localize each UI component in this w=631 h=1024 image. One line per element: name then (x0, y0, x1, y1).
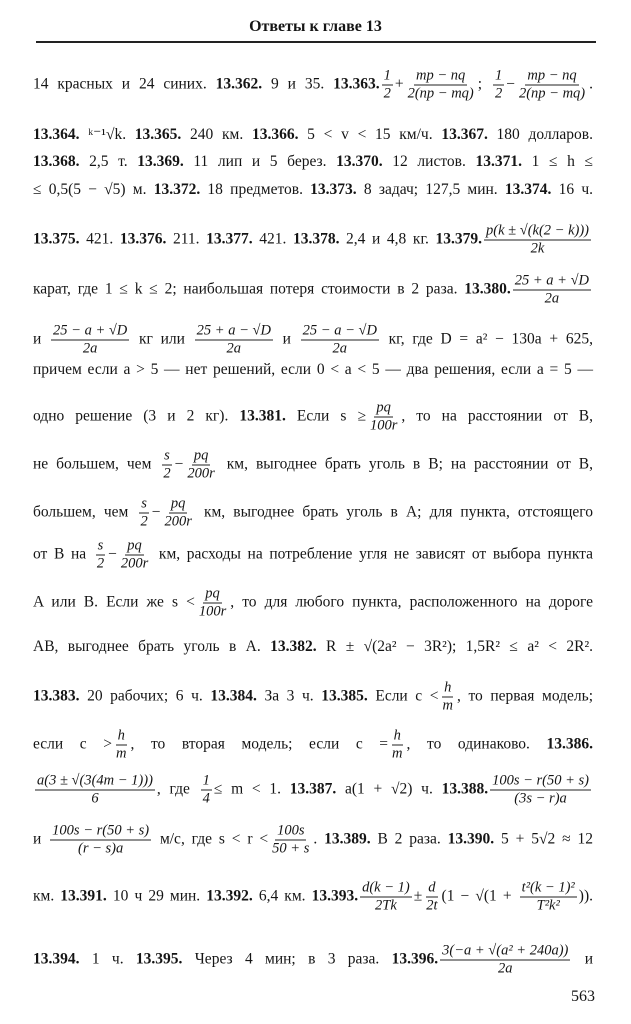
fraction (119, 538, 150, 573)
answer-text: ≤ m < 1. (213, 780, 290, 798)
problem-number: 13.390. (447, 830, 495, 848)
answer-text: км. (33, 887, 61, 905)
fraction-denominator: 200r (187, 465, 215, 482)
answer-text: если c > (33, 735, 112, 753)
problem-number: 13.364. (33, 126, 80, 143)
fraction-numerator: s (141, 495, 147, 512)
problem-number: 13.381. (239, 407, 286, 425)
fraction (51, 323, 129, 358)
answer-text: км, расходы на потребление угля не зависят от выбора пункта (152, 545, 593, 563)
fraction-denominator: 2 (140, 513, 148, 530)
fraction (424, 880, 439, 915)
fraction-denominator: (3s − r)a (514, 790, 567, 807)
answer-text: 18 предметов. (200, 181, 311, 198)
fraction-denominator: (r − s)a (78, 840, 124, 857)
fraction-numerator: pq (376, 399, 391, 416)
answer-text: ; (477, 75, 491, 93)
answer-text: карат, где 1 ≤ k ≤ 2; наибольшая потеря стоимости в 2 раза. (33, 280, 465, 298)
answer-text: a(1 + √2) ч. (336, 780, 442, 798)
answer-text: от B на (33, 545, 93, 563)
problem-number: 13.363. (333, 75, 380, 93)
answer-text: A или B. Если же s < (33, 593, 195, 611)
answer-text: + (394, 75, 404, 93)
fraction (201, 773, 212, 808)
text-line (33, 680, 593, 715)
fraction-numerator: 1 (494, 67, 503, 84)
answer-text: − (506, 75, 515, 93)
fraction-denominator: 4 (202, 790, 210, 807)
fraction (35, 773, 155, 808)
fraction-denominator: 2a (544, 290, 560, 307)
fraction (162, 496, 193, 531)
fraction-numerator: t²(k − 1)² (521, 879, 575, 896)
fraction (406, 68, 476, 103)
answer-text: . (589, 75, 594, 93)
fraction-numerator: s (164, 447, 170, 464)
answer-text: , то вторая модель; если c = (130, 735, 389, 753)
text-line (33, 880, 593, 915)
problem-number: 13.379. (435, 230, 483, 248)
fraction-denominator: 2 (163, 465, 171, 482)
answer-text: кг или (131, 330, 193, 348)
fraction-numerator: h (444, 679, 452, 696)
answer-text: ± (413, 887, 423, 905)
fraction (484, 223, 591, 258)
text-line (33, 125, 593, 145)
fraction-numerator: h (117, 727, 125, 744)
fraction (440, 943, 570, 978)
fraction-numerator: d (428, 879, 436, 896)
fraction-numerator: 25 − a + √D (53, 322, 128, 339)
problem-number: 13.371. (475, 153, 522, 170)
fraction (493, 68, 504, 103)
fraction-denominator: 200r (120, 555, 149, 572)
fraction-denominator: 2a (226, 340, 242, 357)
text-line (33, 323, 593, 358)
problem-number: 13.373. (310, 181, 357, 198)
answer-text: 10 ч 29 мин. (106, 887, 207, 905)
fraction-denominator: 2Tk (375, 897, 397, 914)
problem-number: 13.393. (311, 887, 359, 905)
answer-text: 421. (252, 230, 293, 248)
fraction-numerator: 1 (383, 67, 391, 84)
answer-text: 2,5 т. (79, 153, 138, 170)
answer-text: большем, чем (33, 503, 137, 521)
answer-text: , то первая модель; (457, 687, 593, 705)
fraction-denominator: m (116, 745, 127, 762)
problem-number: 13.362. (215, 75, 263, 93)
text-line (33, 773, 593, 808)
text-line (33, 496, 593, 531)
page-number: 563 (571, 988, 595, 1005)
problem-number: 13.396. (391, 950, 439, 968)
fraction (368, 400, 399, 435)
fraction (490, 773, 591, 808)
problem-number: 13.385. (321, 687, 368, 705)
fraction (390, 728, 404, 763)
fraction (161, 448, 172, 483)
answer-text: и (33, 830, 49, 848)
fraction-denominator: 2t (426, 897, 438, 914)
fraction-numerator: 3(−a + √(a² + 240a)) (442, 942, 569, 959)
problem-number: 13.366. (251, 126, 299, 143)
answer-text: За 3 ч. (256, 687, 322, 705)
fraction-numerator: 25 − a − √D (302, 322, 377, 339)
text-line (33, 586, 593, 621)
fraction-denominator: 2(np − mq) (518, 85, 586, 102)
problem-number: 13.376. (119, 230, 167, 248)
answer-text: 421. (79, 230, 120, 248)
answer-text: , где (156, 780, 199, 798)
problem-number: 13.378. (292, 230, 340, 248)
answer-text: (1 − √(1 + (441, 887, 518, 905)
problem-number: 13.372. (153, 181, 201, 198)
text-line (33, 448, 593, 483)
fraction (513, 273, 591, 308)
fraction-denominator: 6 (91, 790, 99, 807)
answer-text: 1 ч. (79, 950, 136, 968)
fraction-numerator: a(3 ± √(3(4m − 1))) (37, 772, 153, 789)
fraction-numerator: pq (170, 495, 186, 512)
answer-text: . (313, 830, 325, 848)
answer-text: − (108, 545, 117, 563)
answer-text: 20 рабочих; 6 ч. (79, 687, 211, 705)
problem-number: 13.377. (206, 230, 253, 248)
fraction-numerator: 100s − r(50 + s) (492, 772, 589, 789)
fraction (520, 880, 577, 915)
text-line (33, 360, 593, 380)
problem-number: 13.394. (33, 950, 80, 968)
problem-number: 13.380. (464, 280, 511, 298)
fraction-denominator: 2(np − mq) (407, 85, 474, 102)
answer-text: и (572, 950, 593, 968)
fraction-numerator: 25 + a − √D (196, 322, 271, 339)
text-line (33, 68, 593, 103)
fraction-numerator: d(k − 1) (362, 879, 410, 896)
answer-text: − (174, 455, 184, 473)
text-line (33, 223, 593, 258)
answer-text: км, выгоднее брать уголь в A; для пункта, отстоящего (195, 503, 593, 521)
text-line (33, 823, 593, 858)
answer-text: , то для любого пункта, расположенного на дороге (230, 593, 593, 611)
answer-text: ≤ 0,5(5 − √5) м. (33, 181, 154, 198)
answer-text: В 2 раза. (370, 830, 448, 848)
answer-text: , то одинаково. (406, 735, 547, 753)
answer-text: м/с, где s < r < (153, 830, 269, 848)
answer-text: и (274, 330, 299, 348)
answer-text: )). (578, 887, 593, 905)
fraction-numerator: pq (193, 447, 209, 464)
fraction-numerator: 100s (277, 822, 305, 839)
answer-text: 11 лип и 5 берез. (183, 153, 337, 170)
answer-text: 240 км. (181, 126, 252, 143)
answer-text: 14 красных и 24 синих. (33, 75, 216, 93)
answer-text: 9 и 35. (262, 75, 334, 93)
fraction (441, 680, 455, 715)
answer-text: 1 ≤ h ≤ (521, 153, 593, 170)
fraction-denominator: 50 + s (272, 840, 310, 857)
fraction (95, 538, 106, 573)
problem-number: 13.369. (137, 153, 184, 170)
problem-number: 13.386. (546, 735, 594, 753)
problem-number: 13.384. (210, 687, 257, 705)
fraction (301, 323, 379, 358)
fraction-denominator: 2a (332, 340, 348, 357)
fraction-numerator: 1 (202, 772, 210, 789)
answer-text: 5 + 5√2 ≈ 12 (494, 830, 594, 848)
fraction-numerator: pq (127, 537, 142, 554)
page-header-title: Ответы к главе 13 (249, 18, 382, 35)
text-line (33, 637, 593, 657)
answer-text: ᵏ⁻¹√k. (79, 126, 135, 143)
text-line (33, 180, 593, 200)
fraction-denominator: 2 (96, 555, 105, 572)
fraction (195, 323, 273, 358)
text-line (33, 400, 593, 435)
fraction (382, 68, 393, 103)
problem-number: 13.392. (206, 887, 253, 905)
fraction-denominator: 100r (369, 417, 398, 434)
answer-text: Если c < (367, 687, 439, 705)
answer-text: 5 < v < 15 км/ч. (298, 126, 442, 143)
text-line (33, 152, 593, 172)
problem-number: 13.374. (504, 181, 552, 198)
fraction-denominator: 2 (383, 85, 391, 102)
fraction-denominator: m (442, 697, 454, 714)
fraction-numerator: s (97, 537, 104, 554)
fraction (197, 586, 228, 621)
answer-text: 180 долларов. (487, 126, 593, 143)
problem-number: 13.365. (134, 126, 182, 143)
fraction-denominator: 2a (498, 960, 513, 977)
answer-text: 12 листов. (382, 153, 476, 170)
answer-text: не большем, чем (33, 455, 160, 473)
answer-text: , то на расстоянии от B, (401, 407, 593, 425)
fraction (114, 728, 128, 763)
answer-text: R ± √(2a² − 3R²); 1,5R² ≤ a² < 2R². (316, 638, 593, 655)
fraction-denominator: m (392, 745, 403, 762)
fraction-denominator: 100r (198, 603, 227, 620)
answer-text: − (151, 503, 161, 521)
answer-text: Через 4 мин; в 3 раза. (182, 950, 392, 968)
problem-number: 13.383. (33, 687, 80, 705)
fraction-numerator: mp − nq (527, 67, 577, 84)
text-line (33, 538, 593, 573)
problem-number: 13.388. (441, 780, 489, 798)
fraction (360, 880, 412, 915)
fraction (517, 68, 587, 103)
fraction-numerator: h (393, 727, 401, 744)
fraction (50, 823, 151, 858)
answer-text: 211. (166, 230, 207, 248)
answer-text: одно решение (3 и 2 кг). (33, 407, 240, 425)
problem-number: 13.367. (441, 126, 488, 143)
fraction (138, 496, 149, 531)
fraction-denominator: T²k² (536, 897, 560, 914)
fraction-denominator: 2 (494, 85, 503, 102)
problem-number: 13.391. (60, 887, 107, 905)
fraction (270, 823, 311, 858)
problem-number: 13.382. (270, 638, 317, 655)
answer-text: 6,4 км. (252, 887, 312, 905)
answer-text: причем если a > 5 — нет решений, если 0 < a < 5 — два решения, если a = 5 — (33, 361, 593, 378)
problem-number: 13.375. (33, 230, 80, 248)
problem-number: 13.368. (33, 153, 80, 170)
fraction-denominator: 2a (82, 340, 98, 357)
problem-number: 13.387. (289, 780, 337, 798)
answer-text: Если s ≥ (285, 407, 366, 425)
fraction-numerator: p(k ± √(k(2 − k))) (486, 222, 590, 239)
fraction-numerator: 25 + a + √D (514, 272, 589, 289)
problem-number: 13.395. (135, 950, 183, 968)
text-line (33, 728, 593, 763)
answer-text: 16 ч. (551, 181, 594, 198)
fraction-denominator: 2k (530, 240, 545, 257)
header-rule (36, 41, 596, 43)
answer-text: кг, где D = a² − 130a + 625, (380, 330, 594, 348)
problem-number: 13.370. (336, 153, 383, 170)
fraction (185, 448, 216, 483)
problem-number: 13.389. (324, 830, 371, 848)
fraction-numerator: 100s − r(50 + s) (52, 822, 150, 839)
fraction-denominator: 200r (164, 513, 192, 530)
text-line (33, 273, 593, 308)
fraction-numerator: pq (205, 585, 220, 602)
answer-text: 2,4 и 4,8 кг. (339, 230, 436, 248)
fraction-numerator: mp − nq (416, 67, 466, 84)
answer-text: 8 задач; 127,5 мин. (356, 181, 505, 198)
answer-text: AB, выгоднее брать уголь в A. (33, 638, 271, 655)
answer-text: км, выгоднее брать уголь в B; на расстоянии от B, (218, 455, 593, 473)
text-line (33, 943, 593, 978)
answer-text: и (33, 330, 50, 348)
